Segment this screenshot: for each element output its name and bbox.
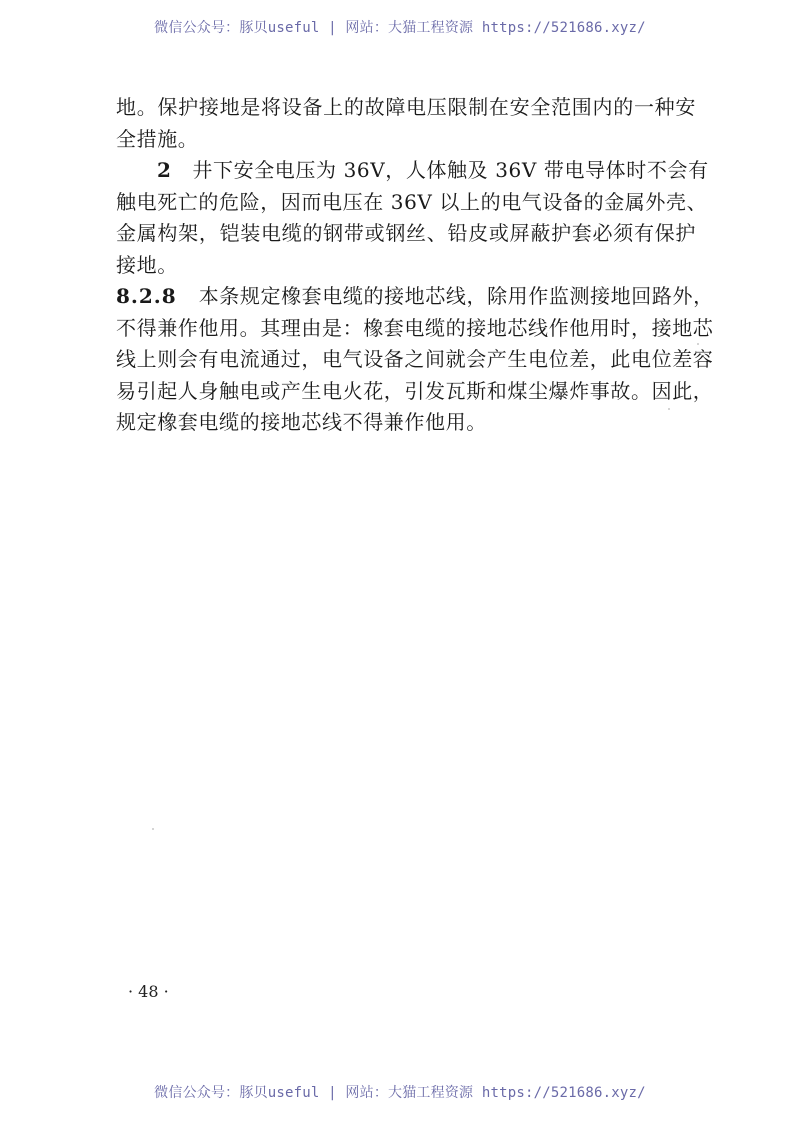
paragraph-2-line-1 [116,155,709,187]
watermark-top: 微信公众号：豚贝useful | 网站：大猫工程资源 https://521686.xyz/ [154,20,646,36]
document-body [116,92,714,439]
paragraph-2-line-3: 金属构架，铠装电缆的钢带或钢丝、铅皮或屏蔽护套必须有保护 [116,221,696,245]
paragraph-3-line-4: 易引起人身触电或产生电火花，引发瓦斯和煤尘爆炸事故。因此， [116,378,714,403]
scan-speck [668,408,670,410]
paragraph-3-line-2: 不得兼作他用。其理由是：橡套电缆的接地芯线作他用时，接地芯 [116,315,714,340]
paragraph-1-line-2: 全措施。 [116,126,199,151]
paragraph-3-line-1 [116,281,714,313]
paragraph-2-line-2: 触电死亡的危险，因而电压在 36V 以上的电气设备的金属外壳、 [116,189,708,214]
clause-number: 8.2.8 [116,284,177,308]
paragraph-3-line-1-text: 本条规定橡套电缆的接地芯线，除用作监测接地回路外， [198,284,714,308]
page-number: · 48 · [128,982,169,1001]
paragraph-3-line-5: 规定橡套电缆的接地芯线不得兼作他用。 [116,410,487,434]
scan-speck [697,343,699,345]
paragraph-3-line-3: 线上则会有电流通过，电气设备之间就会产生电位差，此电位差容 [116,347,714,371]
watermark-bottom: 微信公众号：豚贝useful | 网站：大猫工程资源 https://521686.xyz/ [154,1085,646,1101]
paragraph-2-line-1-text: 井下安全电压为 36V，人体触及 36V 带电导体时不会有 [192,158,709,182]
paragraph-2-line-4: 接地。 [116,252,178,277]
paragraph-1-line-1: 地。保护接地是将设备上的故障电压限制在安全范围内的一种安 [116,95,696,119]
item-number: 2 [157,158,172,182]
scan-speck [152,828,154,830]
